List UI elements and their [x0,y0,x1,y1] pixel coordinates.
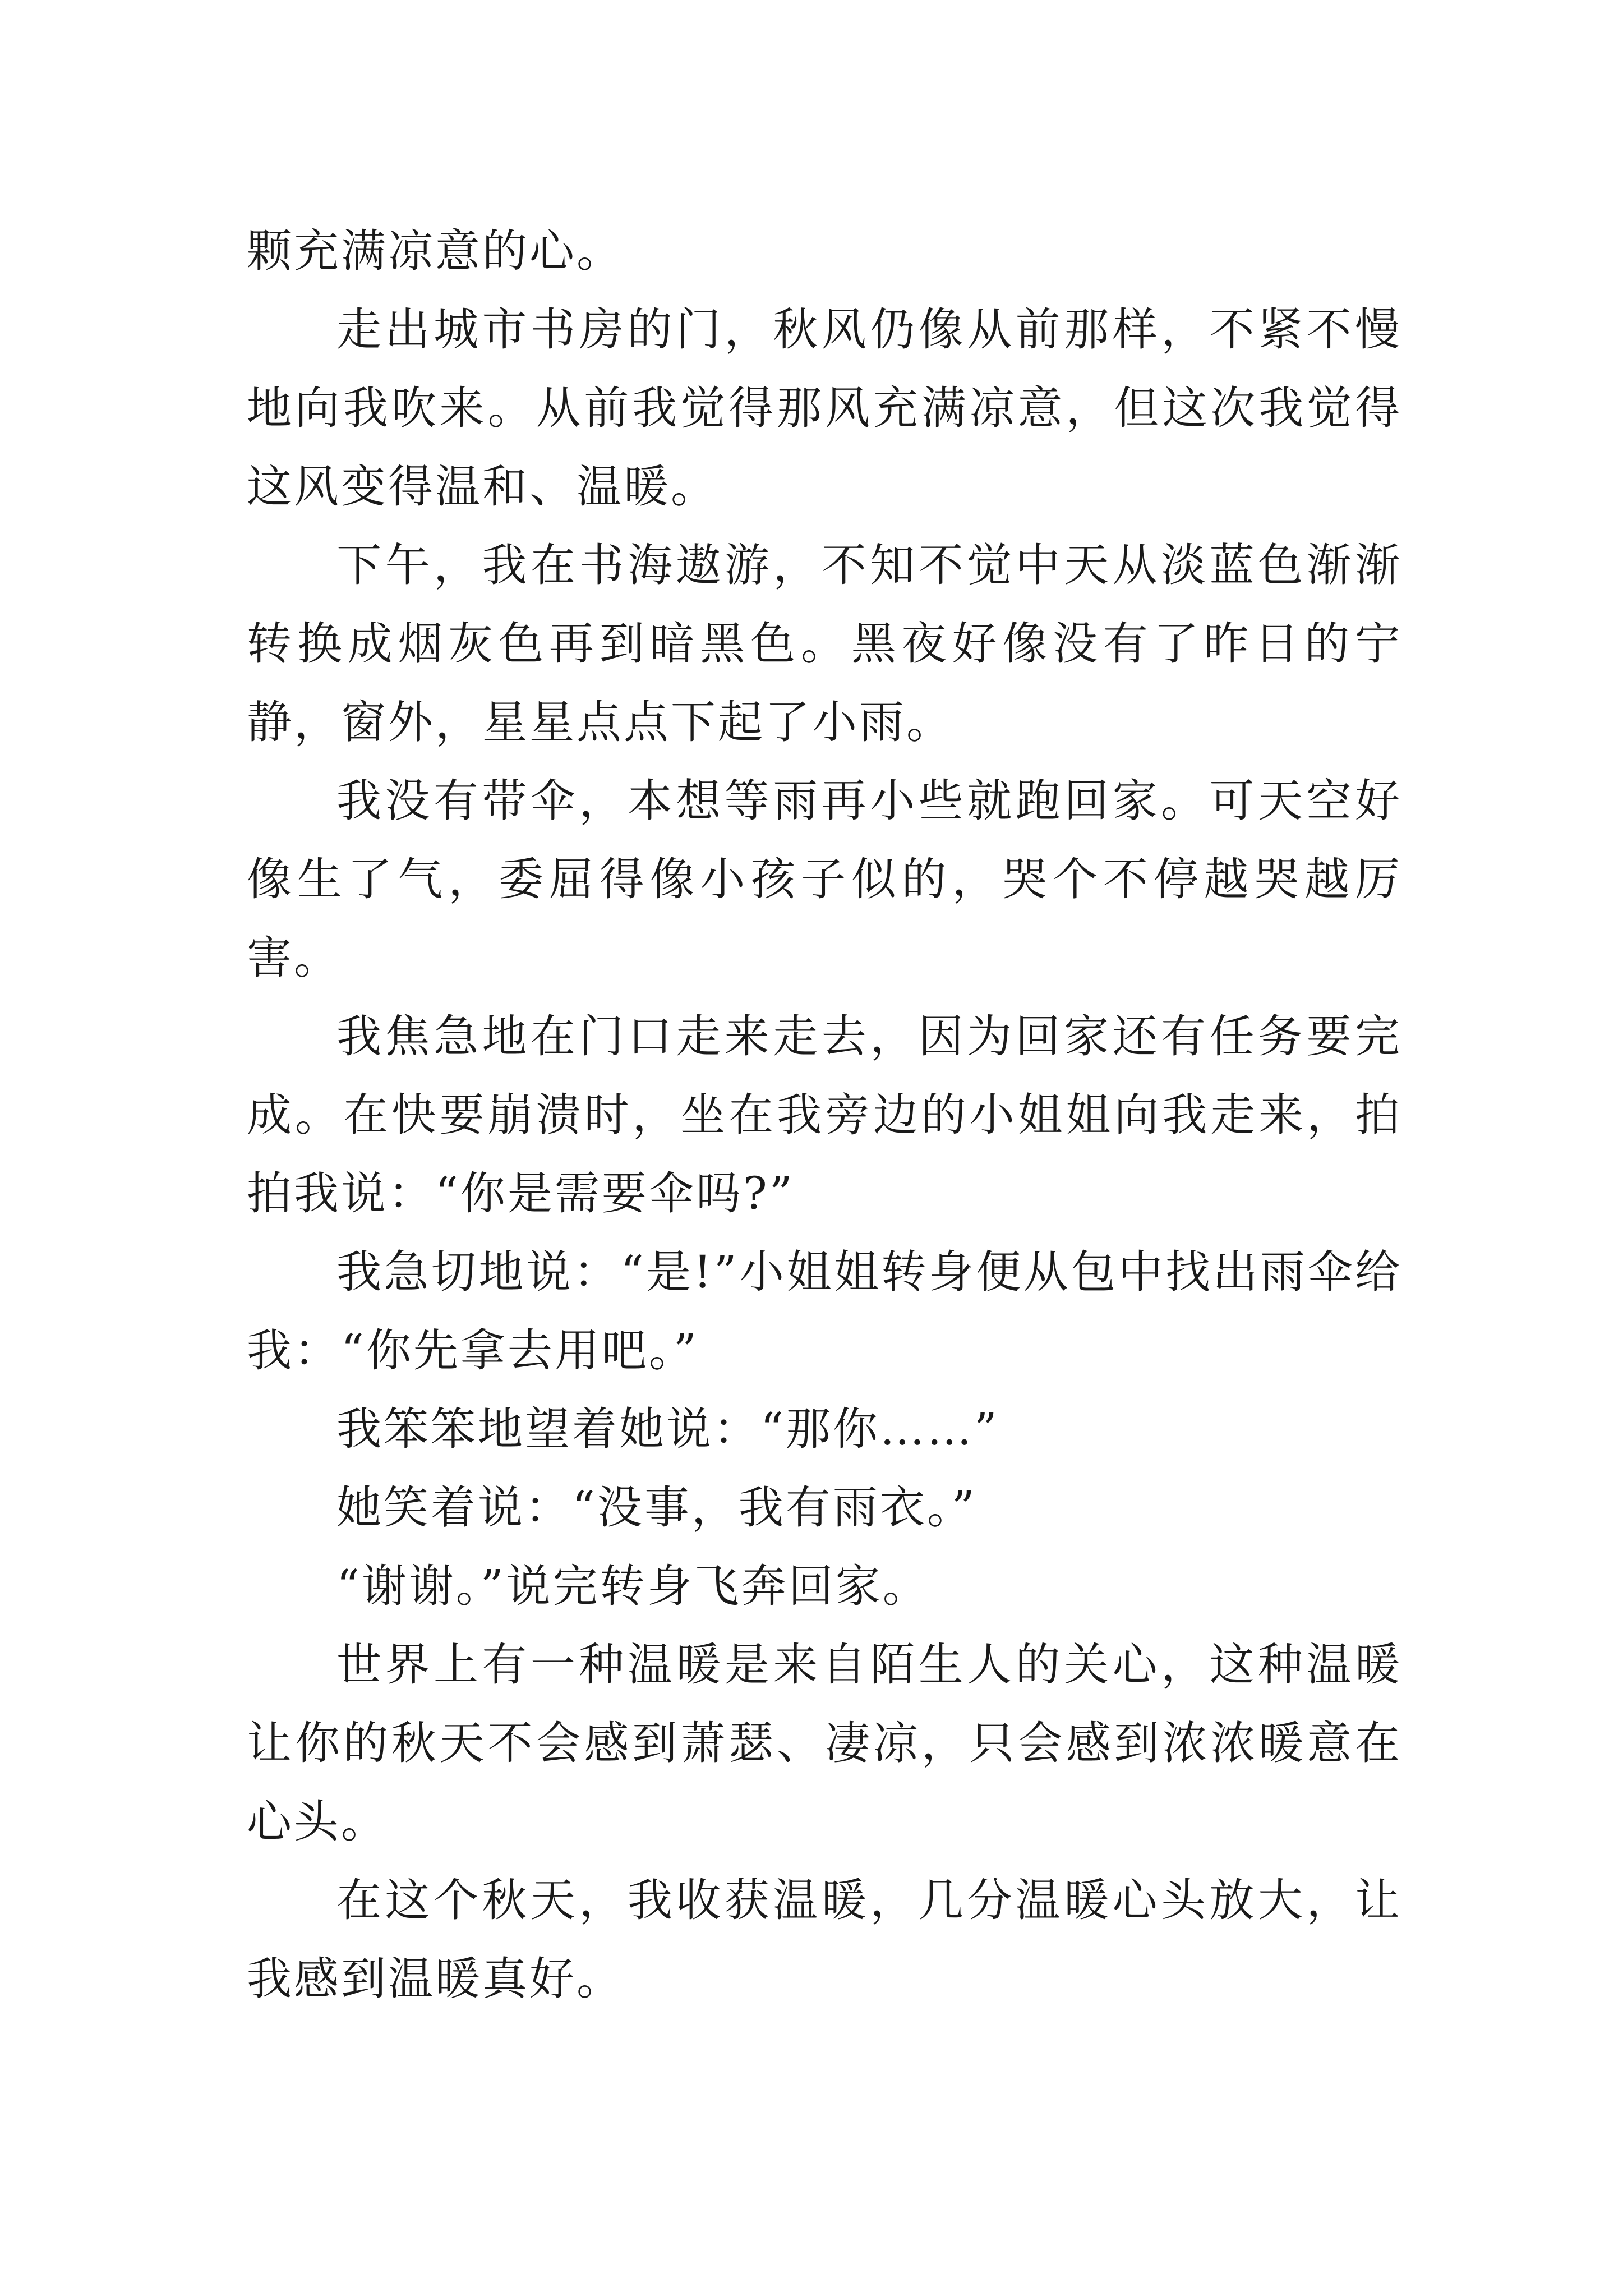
paragraph: 走出城市书房的门，秋风仍像从前那样，不紧不慢地向我吹来。从前我觉得那风充满凉意，但这次我觉得这风变得温和、温暖。 [247,303,1402,513]
paragraph: 我笨笨地望着她说：“那你……” [336,1403,999,1455]
paragraph: 我没有带伞，本想等雨再小些就跑回家。可天空好像生了气，委屈得像小孩子似的，哭个不停越哭越厉害。 [247,775,1402,984]
paragraph: 下午，我在书海遨游，不知不觉中天从淡蓝色渐渐转换成烟灰色再到暗黑色。黑夜好像没有了昨日的宁静，窗外，星星点点下起了小雨。 [247,539,1402,748]
paragraph: 我急切地说：“是!”小姐姐转身便从包中找出雨伞给我：“你先拿去用吧。” [247,1246,1402,1377]
paragraph: 世界上有一种温暖是来自陌生人的关心，这种温暖让你的秋天不会感到萧瑟、凄凉，只会感到浓浓暖意在心头。 [247,1639,1402,1848]
paragraph: 在这个秋天，我收获温暖，几分温暖心头放大，让我感到温暖真好。 [247,1874,1402,2005]
paragraph: 颗充满凉意的心。 [247,225,624,277]
essay-body [247,212,1402,2018]
paragraph: 我焦急地在门口走来走去，因为回家还有任务要完成。在快要崩溃时，坐在我旁边的小姐姐向我走来，拍拍我说：“你是需要伞吗?” [247,1010,1402,1220]
paragraph: “谢谢。”说完转身飞奔回家。 [336,1560,930,1612]
paragraph: 她笑着说：“没事，我有雨衣。” [336,1481,977,1534]
